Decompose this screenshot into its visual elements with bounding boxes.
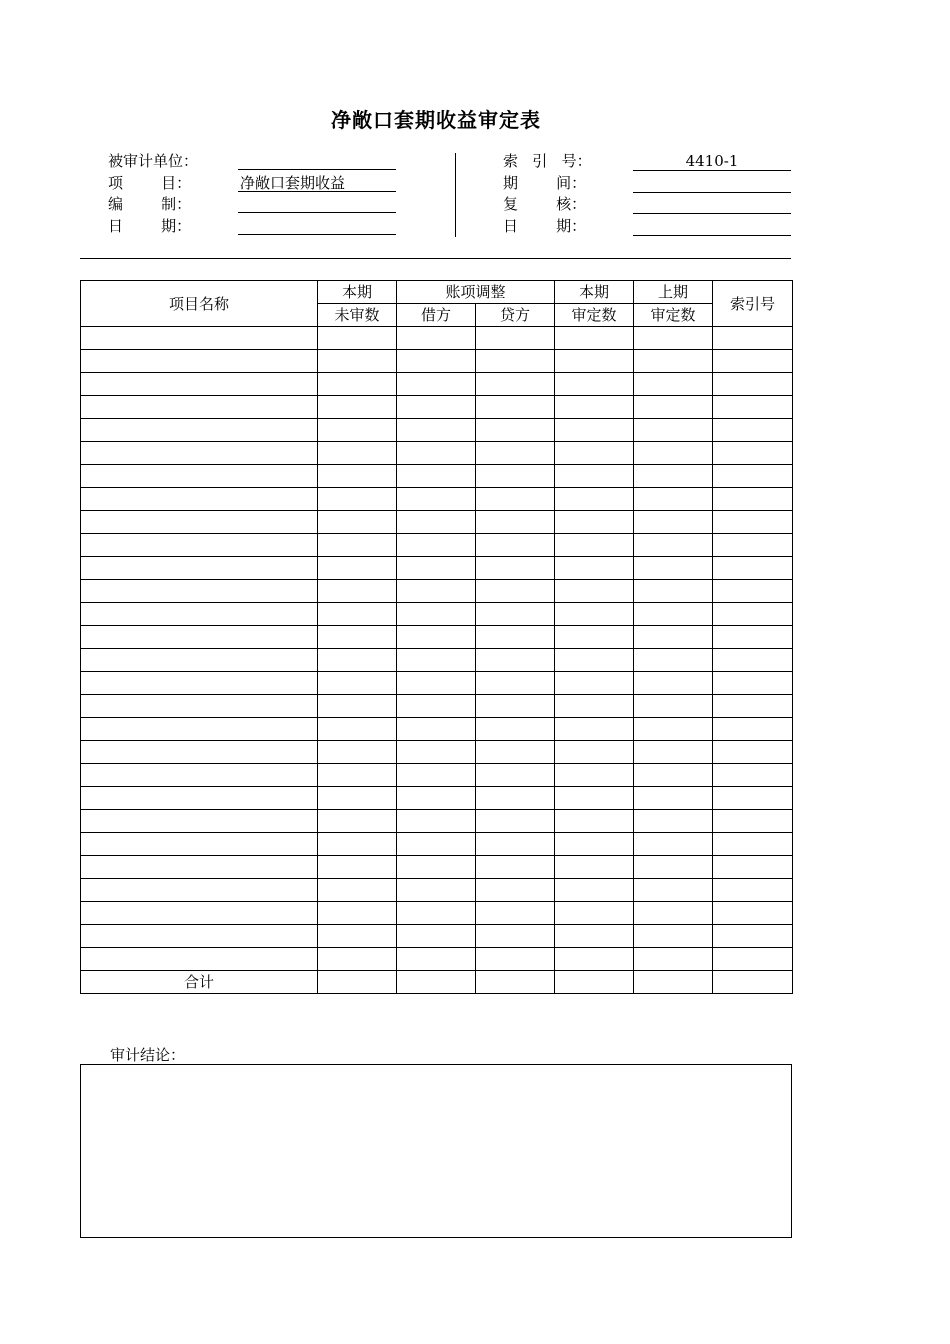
table-cell[interactable] (634, 971, 713, 994)
table-cell[interactable] (555, 327, 634, 350)
table-cell[interactable] (713, 879, 793, 902)
table-cell[interactable] (397, 902, 476, 925)
table-cell[interactable] (318, 626, 397, 649)
table-cell[interactable] (81, 741, 318, 764)
total-row (81, 971, 793, 994)
table-cell[interactable] (555, 557, 634, 580)
table-cell[interactable] (318, 787, 397, 810)
table-row (81, 580, 793, 603)
table-cell[interactable] (634, 626, 713, 649)
table-cell[interactable] (81, 465, 318, 488)
table-cell[interactable] (318, 465, 397, 488)
table-cell[interactable] (555, 580, 634, 603)
review-date-label: 日 期： (503, 216, 587, 235)
table-cell[interactable] (318, 442, 397, 465)
table-cell[interactable] (634, 856, 713, 879)
table-row (81, 465, 793, 488)
header-right (503, 151, 803, 237)
table-cell[interactable] (713, 948, 793, 971)
table-cell[interactable] (397, 764, 476, 787)
table-cell[interactable] (713, 327, 793, 350)
table-cell[interactable] (318, 764, 397, 787)
table-cell[interactable] (713, 649, 793, 672)
table-cell[interactable] (476, 373, 555, 396)
table-row (81, 718, 793, 741)
table-cell[interactable] (713, 557, 793, 580)
table-row (81, 511, 793, 534)
table-cell[interactable] (713, 603, 793, 626)
table-cell[interactable] (476, 810, 555, 833)
table-cell[interactable] (81, 649, 318, 672)
table-cell[interactable] (713, 488, 793, 511)
table-cell[interactable] (318, 488, 397, 511)
table-cell[interactable] (318, 741, 397, 764)
table-cell[interactable] (713, 695, 793, 718)
table-cell[interactable] (634, 511, 713, 534)
entity-row (108, 151, 408, 173)
col-debit-header: 借方 (397, 304, 476, 327)
table-cell[interactable] (81, 787, 318, 810)
table-cell[interactable] (555, 879, 634, 902)
table-cell[interactable] (476, 741, 555, 764)
table-cell[interactable] (555, 511, 634, 534)
table-cell[interactable] (81, 626, 318, 649)
table-cell[interactable] (476, 925, 555, 948)
table-cell[interactable] (318, 419, 397, 442)
col-prior-header-line1: 上期 (634, 281, 713, 304)
table-cell[interactable] (81, 327, 318, 350)
table-cell[interactable] (476, 626, 555, 649)
table-cell[interactable] (318, 350, 397, 373)
table-cell[interactable] (318, 557, 397, 580)
table-cell[interactable] (634, 419, 713, 442)
table-cell[interactable] (713, 350, 793, 373)
table-cell[interactable] (555, 419, 634, 442)
prepared-date-label: 日 期： (108, 216, 192, 235)
table-cell[interactable] (318, 718, 397, 741)
preparer-label: 编 制： (108, 195, 192, 213)
table-cell[interactable] (634, 902, 713, 925)
prepared-date-row (108, 216, 408, 238)
table-cell[interactable] (476, 511, 555, 534)
table-cell[interactable] (397, 626, 476, 649)
table-cell[interactable] (476, 971, 555, 994)
table-cell[interactable] (476, 833, 555, 856)
table-cell[interactable] (634, 557, 713, 580)
table-row (81, 626, 793, 649)
table-cell[interactable] (634, 764, 713, 787)
table-cell[interactable] (397, 488, 476, 511)
table-cell[interactable] (81, 718, 318, 741)
table-row (81, 833, 793, 856)
table-cell[interactable] (476, 695, 555, 718)
table-cell[interactable] (555, 925, 634, 948)
table-cell[interactable] (634, 488, 713, 511)
table-cell[interactable] (81, 879, 318, 902)
table-cell[interactable] (713, 764, 793, 787)
table-cell[interactable] (81, 442, 318, 465)
table-cell[interactable] (634, 672, 713, 695)
table-cell[interactable] (713, 971, 793, 994)
table-cell[interactable] (81, 580, 318, 603)
table-cell[interactable] (397, 373, 476, 396)
table-cell[interactable] (81, 833, 318, 856)
table-cell[interactable] (476, 465, 555, 488)
prepared-date-field[interactable] (238, 216, 396, 235)
table-cell[interactable] (81, 948, 318, 971)
table-cell[interactable] (634, 580, 713, 603)
table-cell[interactable] (634, 534, 713, 557)
col-unaudited-header-line2: 未审数 (318, 304, 397, 327)
table-cell[interactable] (555, 764, 634, 787)
table-cell[interactable] (397, 511, 476, 534)
table-cell[interactable] (555, 442, 634, 465)
table-cell[interactable] (318, 925, 397, 948)
table-cell[interactable] (634, 787, 713, 810)
table-cell[interactable] (81, 557, 318, 580)
table-cell[interactable] (397, 810, 476, 833)
table-cell[interactable] (81, 695, 318, 718)
table-cell[interactable] (713, 833, 793, 856)
table-cell[interactable] (634, 879, 713, 902)
table-cell[interactable] (397, 856, 476, 879)
table-cell[interactable] (555, 902, 634, 925)
table-cell[interactable] (318, 396, 397, 419)
table-cell[interactable] (555, 488, 634, 511)
table-cell[interactable] (81, 810, 318, 833)
reviewer-field[interactable] (633, 194, 791, 214)
table-cell[interactable] (397, 948, 476, 971)
table-cell[interactable] (713, 534, 793, 557)
table-cell[interactable] (713, 580, 793, 603)
table-cell[interactable] (81, 396, 318, 419)
table-cell[interactable] (81, 603, 318, 626)
table-row (81, 350, 793, 373)
table-cell[interactable] (555, 856, 634, 879)
table-cell[interactable] (318, 649, 397, 672)
table-row (81, 373, 793, 396)
table-cell[interactable] (81, 419, 318, 442)
table-cell[interactable] (555, 787, 634, 810)
table-cell[interactable] (634, 833, 713, 856)
table-cell[interactable] (634, 350, 713, 373)
table-cell[interactable] (81, 856, 318, 879)
table-cell[interactable] (318, 856, 397, 879)
col-adjust-header: 账项调整 (397, 281, 555, 304)
table-cell[interactable] (476, 672, 555, 695)
table-cell[interactable] (555, 626, 634, 649)
table-cell[interactable] (318, 672, 397, 695)
audit-table (80, 280, 793, 994)
table-row (81, 488, 793, 511)
table-cell[interactable] (555, 971, 634, 994)
header-divider (455, 153, 456, 237)
table-cell[interactable] (81, 902, 318, 925)
table-cell[interactable] (397, 419, 476, 442)
table-cell[interactable] (555, 718, 634, 741)
review-date-field[interactable] (633, 216, 791, 236)
index-label: 索 引 号： (503, 152, 592, 170)
table-cell[interactable] (318, 327, 397, 350)
table-cell[interactable] (713, 511, 793, 534)
col-item-header: 项目名称 (81, 281, 318, 327)
table-cell[interactable] (476, 787, 555, 810)
table-cell[interactable] (476, 396, 555, 419)
col-unaudited-header-line1: 本期 (318, 281, 397, 304)
table-cell[interactable] (397, 442, 476, 465)
entity-label: 被审计单位： (108, 152, 199, 170)
table-cell[interactable] (397, 603, 476, 626)
table-cell[interactable] (397, 787, 476, 810)
table-cell[interactable] (318, 373, 397, 396)
table-cell[interactable] (555, 695, 634, 718)
table-cell[interactable] (81, 511, 318, 534)
table-body (81, 327, 793, 994)
table-cell[interactable] (476, 856, 555, 879)
table-cell[interactable] (713, 626, 793, 649)
table-cell[interactable] (634, 810, 713, 833)
table-cell[interactable] (634, 327, 713, 350)
table-cell[interactable] (397, 879, 476, 902)
table-cell[interactable] (713, 373, 793, 396)
table-cell[interactable] (713, 396, 793, 419)
table-row (81, 787, 793, 810)
table-cell[interactable] (476, 649, 555, 672)
header-separator (80, 258, 791, 259)
table-cell[interactable] (81, 373, 318, 396)
reviewer-label: 复 核： (503, 195, 587, 213)
table-cell[interactable] (713, 741, 793, 764)
table-row (81, 327, 793, 350)
table-cell[interactable] (397, 350, 476, 373)
col-audited-header-line1: 本期 (555, 281, 634, 304)
table-row (81, 603, 793, 626)
period-field[interactable] (633, 173, 791, 193)
preparer-row (108, 194, 408, 216)
table-cell[interactable] (397, 534, 476, 557)
table-cell[interactable] (397, 649, 476, 672)
item-row (108, 173, 408, 195)
table-cell[interactable] (713, 442, 793, 465)
table-cell[interactable] (713, 925, 793, 948)
table-cell[interactable] (555, 465, 634, 488)
period-row (503, 173, 803, 195)
table-cell[interactable] (555, 741, 634, 764)
table-cell[interactable] (555, 350, 634, 373)
col-index-header: 索引号 (713, 281, 793, 327)
table-row (81, 764, 793, 787)
table-cell[interactable] (555, 649, 634, 672)
period-label: 期 间： (503, 173, 587, 192)
table-cell[interactable] (634, 465, 713, 488)
table-cell[interactable] (476, 350, 555, 373)
table-row (81, 534, 793, 557)
table-cell[interactable] (713, 902, 793, 925)
table-row (81, 649, 793, 672)
table-cell[interactable] (713, 718, 793, 741)
reviewer-row (503, 194, 803, 216)
table-cell[interactable] (476, 534, 555, 557)
table-row (81, 879, 793, 902)
col-credit-header: 贷方 (476, 304, 555, 327)
table-cell[interactable] (476, 718, 555, 741)
table-cell[interactable] (555, 603, 634, 626)
table-cell[interactable] (81, 350, 318, 373)
table-cell[interactable] (634, 948, 713, 971)
table-cell[interactable] (476, 580, 555, 603)
table-cell[interactable] (318, 810, 397, 833)
table-cell[interactable] (713, 787, 793, 810)
table-cell[interactable] (555, 396, 634, 419)
header-left (108, 151, 408, 237)
table-cell[interactable] (318, 511, 397, 534)
item-field[interactable]: 净敞口套期收益 (238, 173, 396, 192)
table-row (81, 695, 793, 718)
table-cell[interactable] (476, 557, 555, 580)
table-cell[interactable] (713, 419, 793, 442)
table-cell[interactable] (397, 580, 476, 603)
table-cell[interactable] (318, 695, 397, 718)
table-cell[interactable] (634, 396, 713, 419)
page-title: 净敞口套期收益审定表 (331, 108, 541, 132)
table-row (81, 925, 793, 948)
table-cell[interactable] (476, 488, 555, 511)
table-cell[interactable] (634, 442, 713, 465)
table-cell[interactable] (318, 948, 397, 971)
col-prior-header-line2: 审定数 (634, 304, 713, 327)
table-cell[interactable] (476, 764, 555, 787)
table-row (81, 856, 793, 879)
conclusion-box[interactable] (80, 1064, 792, 1238)
table-cell[interactable] (476, 902, 555, 925)
table-cell[interactable] (318, 971, 397, 994)
table-cell[interactable] (634, 718, 713, 741)
table-cell[interactable] (555, 672, 634, 695)
table-cell[interactable] (713, 810, 793, 833)
table-row (81, 396, 793, 419)
table-row (81, 557, 793, 580)
preparer-field[interactable] (238, 194, 396, 213)
table-cell[interactable] (476, 327, 555, 350)
table-cell[interactable] (318, 902, 397, 925)
table-cell[interactable] (555, 948, 634, 971)
table-cell[interactable] (397, 695, 476, 718)
table-cell[interactable] (397, 718, 476, 741)
table-cell[interactable] (81, 764, 318, 787)
table-cell[interactable] (318, 833, 397, 856)
table-cell[interactable] (634, 373, 713, 396)
table-cell[interactable] (81, 925, 318, 948)
table-row (81, 672, 793, 695)
table-cell[interactable] (397, 465, 476, 488)
table-cell[interactable] (397, 396, 476, 419)
table-cell[interactable] (476, 442, 555, 465)
entity-field[interactable] (238, 151, 396, 170)
table-cell[interactable] (555, 373, 634, 396)
total-label: 合计 (81, 971, 318, 994)
table-cell[interactable] (81, 534, 318, 557)
table-cell[interactable] (713, 672, 793, 695)
table-cell[interactable] (713, 856, 793, 879)
table-cell[interactable] (634, 695, 713, 718)
table-cell[interactable] (634, 741, 713, 764)
table-cell[interactable] (476, 948, 555, 971)
table-row (81, 741, 793, 764)
table-cell[interactable] (81, 672, 318, 695)
table-cell[interactable] (318, 580, 397, 603)
table-cell[interactable] (555, 534, 634, 557)
table-cell[interactable] (634, 925, 713, 948)
table-cell[interactable] (634, 603, 713, 626)
table-row (81, 948, 793, 971)
table-cell[interactable] (318, 534, 397, 557)
table-row (81, 810, 793, 833)
table-cell[interactable] (476, 419, 555, 442)
table-cell[interactable] (634, 649, 713, 672)
table-cell[interactable] (713, 465, 793, 488)
conclusion-label: 审计结论： (110, 1046, 186, 1064)
index-row (503, 151, 803, 173)
item-label: 项 目： (108, 173, 192, 192)
table-cell[interactable] (318, 603, 397, 626)
table-cell[interactable] (476, 603, 555, 626)
review-date-row (503, 216, 803, 238)
table-cell[interactable] (81, 488, 318, 511)
table-cell[interactable] (397, 557, 476, 580)
table-cell[interactable] (397, 971, 476, 994)
table-cell[interactable] (555, 833, 634, 856)
index-field[interactable]: 4410-1 (633, 151, 791, 171)
table-cell[interactable] (397, 741, 476, 764)
col-audited-header-line2: 审定数 (555, 304, 634, 327)
table-row (81, 419, 793, 442)
table-row (81, 442, 793, 465)
table-cell[interactable] (318, 879, 397, 902)
table-cell[interactable] (397, 327, 476, 350)
table-cell[interactable] (555, 810, 634, 833)
table-cell[interactable] (476, 879, 555, 902)
table-cell[interactable] (397, 833, 476, 856)
table-row (81, 902, 793, 925)
table-cell[interactable] (397, 672, 476, 695)
table-cell[interactable] (397, 925, 476, 948)
